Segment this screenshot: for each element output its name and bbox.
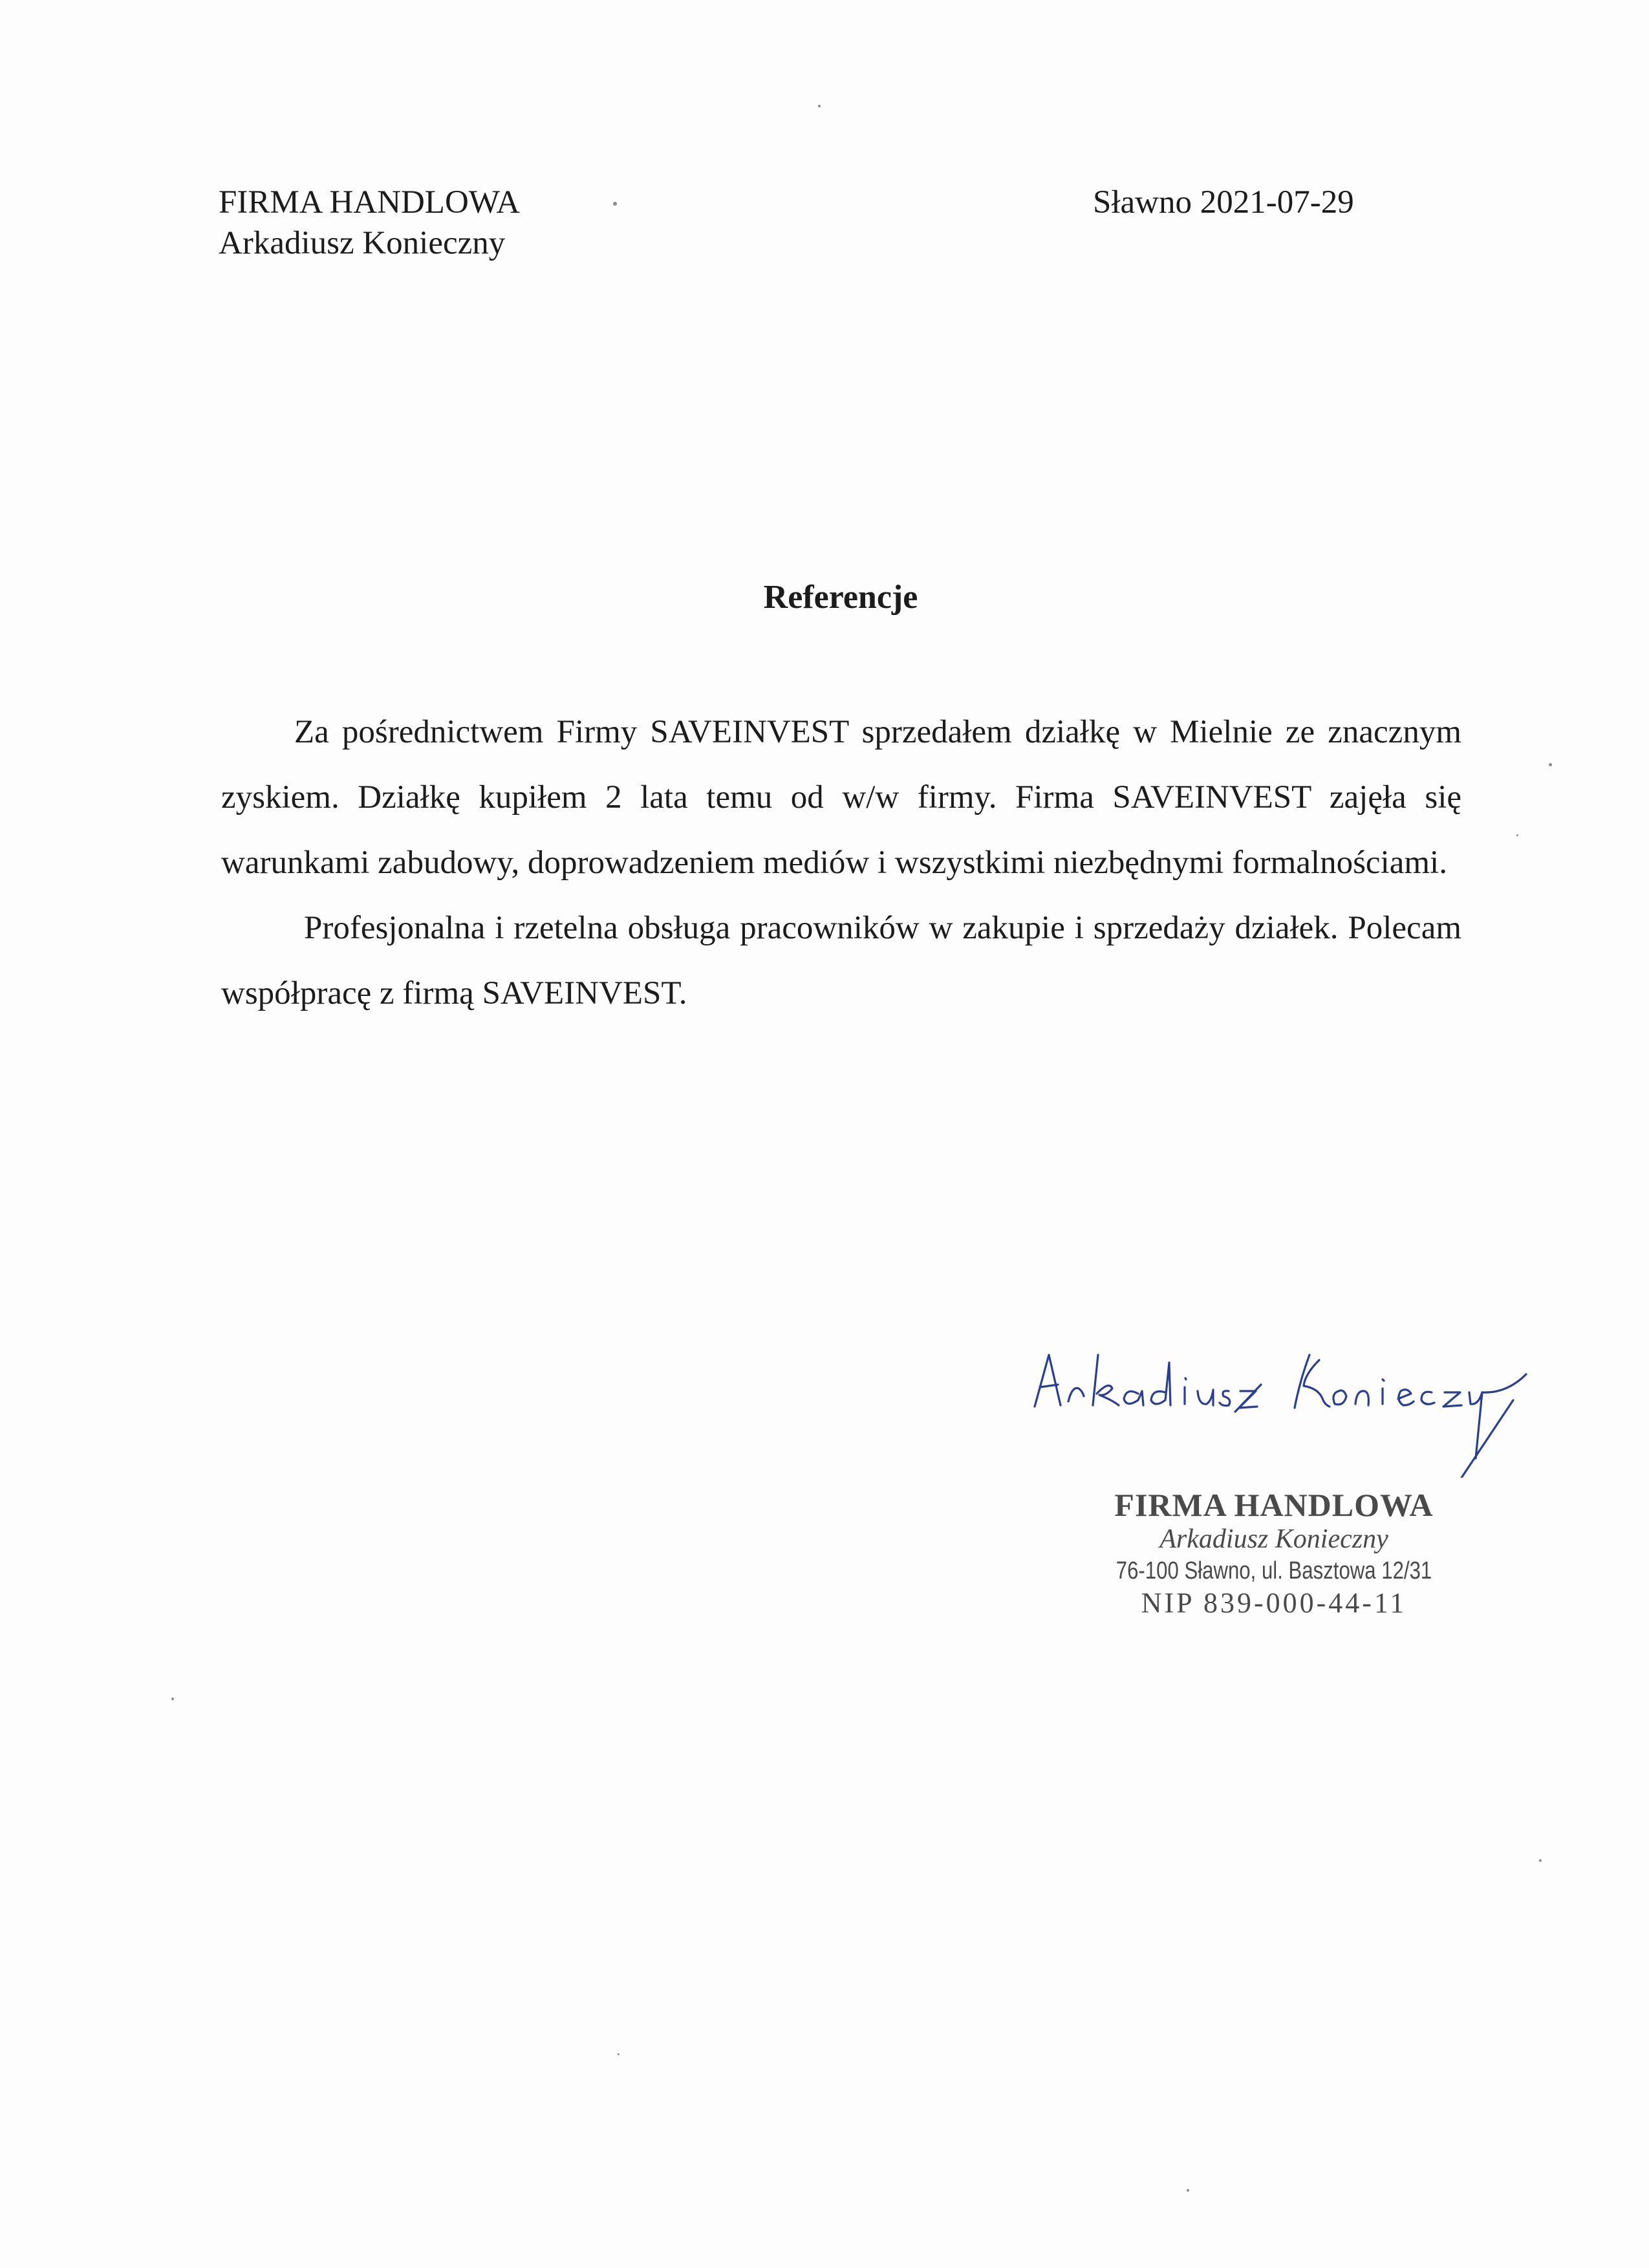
sender-block [219, 182, 520, 264]
scan-speck [613, 202, 617, 206]
handwritten-signature [1015, 1329, 1584, 1478]
sender-owner: Arkadiusz Konieczny [219, 225, 506, 261]
stamp-address: 76-100 Sławno, ul. Basztowa 12/31 [1116, 1557, 1432, 1584]
scan-speck [1539, 1859, 1542, 1862]
stamp-nip: NIP 839-000-44-11 [1141, 1587, 1407, 1619]
stamp-company: FIRMA HANDLOWA [1114, 1487, 1434, 1523]
body-paragraph-1: Za pośrednictwem Firmy SAVEINVEST sprzedałem działkę w Mielnie ze znacznym zyskiem. Działkę kupiłem 2 lata temu od w/w firmy. Firma SAVEINVEST zajęła się warunkami zabudowy, doprowadzeniem mediów i wszystkimi niezbędnymi formalnościami. [221, 714, 1461, 881]
scan-speck [1549, 763, 1552, 766]
scan-speck [1516, 834, 1518, 836]
stamp-owner: Arkadiusz Konieczny [1159, 1524, 1388, 1554]
letter-body [221, 700, 1461, 1026]
body-paragraph-2: Profesjonalna i rzetelna obsługa pracowników w zakupie i sprzedaży działek. Polecam współpracę z firmą SAVEINVEST. [221, 910, 1461, 1011]
scan-speck [618, 2053, 620, 2055]
place-date: Sławno 2021-07-29 [1093, 184, 1354, 221]
document-title: Referencje [763, 579, 918, 616]
scan-speck [818, 105, 821, 107]
scan-speck [171, 1698, 174, 1700]
sender-company: FIRMA HANDLOWA [219, 184, 521, 221]
company-stamp [1080, 1486, 1468, 1619]
scan-speck [1187, 2189, 1189, 2192]
